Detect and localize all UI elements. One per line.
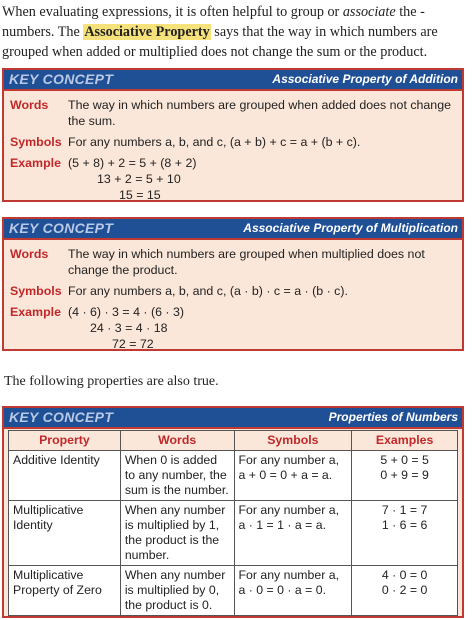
table-header-row: [9, 431, 458, 451]
symbols-text: For any numbers a, b, and c, (a + b) + c = a + (b + c).: [68, 135, 361, 149]
property-examples: [352, 566, 458, 616]
example-line: 72 = 72: [112, 337, 154, 351]
property-symbols: For any number a, a + 0 = 0 + a = a.: [234, 451, 352, 501]
intro-text-2: the -numbers. The: [2, 4, 425, 40]
header-symbols: Symbols: [234, 431, 352, 451]
property-symbols: For any number a, a · 0 = 0 · a = 0.: [234, 566, 352, 616]
example-line: 0 + 9 = 9: [380, 468, 429, 482]
property-examples: [352, 451, 458, 501]
key-concept-addition: [2, 68, 464, 202]
example-label: Example: [10, 156, 61, 170]
example-line: 4 · 0 = 0: [381, 568, 428, 582]
example-line: 0 · 2 = 0: [381, 583, 428, 597]
words-label: Words: [10, 247, 49, 261]
property-name: Additive Identity: [9, 451, 121, 501]
example-line: 15 = 15: [119, 188, 161, 202]
header-words: Words: [120, 431, 234, 451]
header-examples: Examples: [352, 431, 458, 451]
associate-term: associate: [342, 4, 396, 20]
symbols-label: Symbols: [10, 284, 62, 298]
example-line: 24 · 3 = 4 · 18: [90, 321, 168, 335]
symbols-text: For any numbers a, b, and c, (a · b) · c = a · (b · c).: [68, 284, 348, 298]
table-row: [9, 501, 458, 566]
table-row: [9, 566, 458, 616]
table-row: [9, 451, 458, 501]
intro-text-3: says that the way in which numbers are grouped when added or multiplied does not change the sum or the product.: [2, 24, 438, 60]
property-examples: [352, 501, 458, 566]
example-line: (4 · 6) · 3 = 4 · (6 · 3): [68, 305, 185, 319]
example-line: 1 · 6 = 6: [381, 518, 428, 532]
properties-intro-text: The following properties are also true.: [4, 374, 219, 389]
associative-property-term: Associative Property: [84, 24, 210, 40]
intro-paragraph: [2, 2, 468, 62]
words-label: Words: [10, 98, 49, 112]
key-concept-title: Associative Property of Addition: [272, 72, 458, 86]
property-words: When any number is multiplied by 1, the product is the number.: [120, 501, 234, 566]
property-words: When any number is multiplied by 0, the product is 0.: [120, 566, 234, 616]
property-name: Multiplicative Identity: [9, 501, 121, 566]
example-line: 13 + 2 = 5 + 10: [97, 172, 181, 186]
intro-text-1: When evaluating expressions, it is often helpful to group or: [2, 4, 343, 20]
words-text: The way in which numbers are grouped when added does not change the sum.: [68, 98, 451, 128]
key-concept-title: Properties of Numbers: [328, 410, 458, 424]
key-concept-multiplication: [2, 217, 464, 351]
key-concept-label: KEY CONCEPT: [9, 71, 114, 87]
header-property: Property: [9, 431, 121, 451]
key-concept-header: [4, 70, 462, 91]
example-line: (5 + 8) + 2 = 5 + (8 + 2): [68, 156, 197, 170]
example-line: 7 · 1 = 7: [381, 503, 428, 517]
words-text: The way in which numbers are grouped when multiplied does not change the product.: [68, 247, 425, 277]
property-name: Multiplicative Property of Zero: [9, 566, 121, 616]
key-concept-label: KEY CONCEPT: [9, 409, 114, 425]
property-words: When 0 is added to any number, the sum is the number.: [120, 451, 234, 501]
example-line: 5 + 0 = 5: [380, 453, 429, 467]
key-concept-header: [4, 219, 462, 240]
properties-table: [8, 430, 458, 616]
symbols-label: Symbols: [10, 135, 62, 149]
example-label: Example: [10, 305, 61, 319]
key-concept-label: KEY CONCEPT: [9, 220, 114, 236]
key-concept-title: Associative Property of Multiplication: [243, 221, 458, 235]
property-symbols: For any number a, a · 1 = 1 · a = a.: [234, 501, 352, 566]
key-concept-header: [4, 408, 462, 429]
